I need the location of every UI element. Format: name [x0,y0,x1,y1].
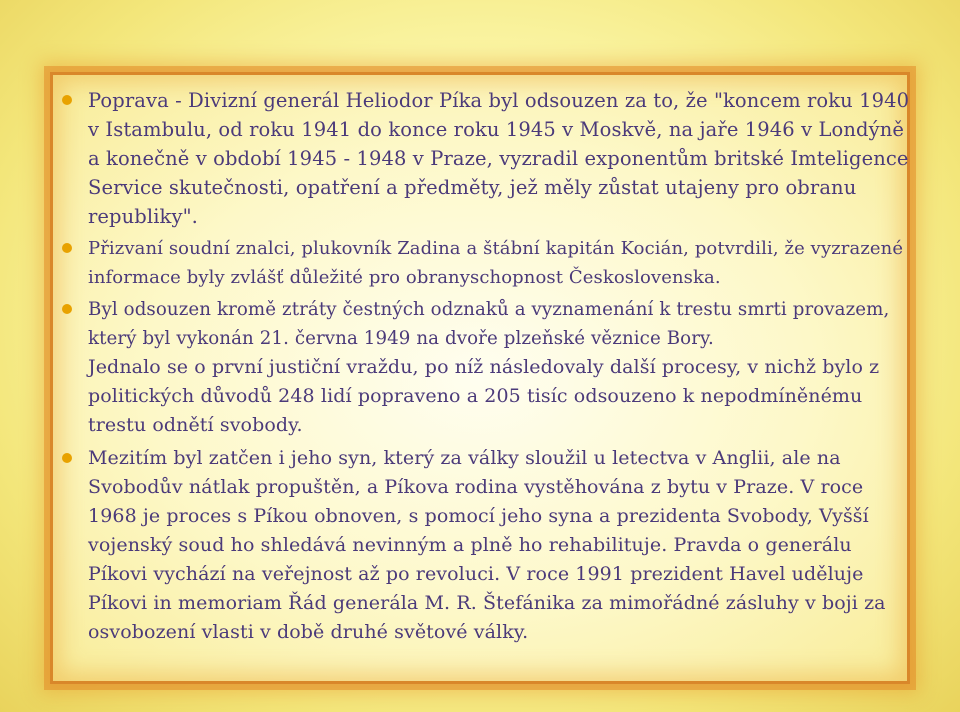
paragraph-text: Mezitím byl zatčen i jeho syn, který za války sloužil u letectva v Anglii, ale na Svobodův nátlak propuštěn, a Píkova rodina vystěhována z bytu v Praze. V roce 1968 je proces s Píkou obnoven, s pomocí jeho syna a prezidenta Svobody, Vyšší vojenský soud ho shledává nevinným a plně ho rehabilituje. Pravda o generálu Píkovi vychází na veřejnost až po revoluci. V roce 1991 prezident Havel uděluje Píkovi in memoriam Řád generála M. R. Štefánika za mimořádné zásluhy v boji za osvobození vlasti v době druhé světové války. [88,447,886,643]
paragraph-son-rehabilitation [62,444,910,647]
paragraph-experts [62,234,910,292]
slide-content [62,86,910,647]
paragraph-execution [62,86,910,231]
paragraph-sentence [62,295,910,353]
bullet-dot-icon [62,95,72,105]
bullet-dot-icon [62,453,72,463]
paragraph-text: Jednalo se o první justiční vraždu, po níž následovaly další procesy, v nichž bylo z politických důvodů 248 lidí popraveno a 205 tisíc odsouzeno k nepodmíněnému trestu odnětí svobody. [88,356,880,436]
paragraph-text: Byl odsouzen kromě ztráty čestných odznaků a vyznamenání k trestu smrti provazem, který byl vykonán 21. června 1949 na dvoře plzeňské věznice Bory. [88,299,890,349]
paragraph-judicial-murder [62,353,910,440]
bullet-dot-icon [62,304,72,314]
bullet-dot-icon [62,243,72,253]
paragraph-text: Přizvaní soudní znalci, plukovník Zadina a štábní kapitán Kocián, potvrdili, že vyzrazené informace byly zvlášť důležité pro obranyschopnost Československa. [88,238,904,288]
paragraph-text: Poprava - Divizní generál Heliodor Píka byl odsouzen za to, že "koncem roku 1940 v Istambulu, od roku 1941 do konce roku 1945 v Moskvě, na jaře 1946 v Londýně a konečně v období 1945 - 1948 v Praze, vyzradil exponentům britské Imteligence Service skutečnosti, opatření a předměty, jež měly zůstat utajeny pro obranu republiky". [88,89,910,228]
